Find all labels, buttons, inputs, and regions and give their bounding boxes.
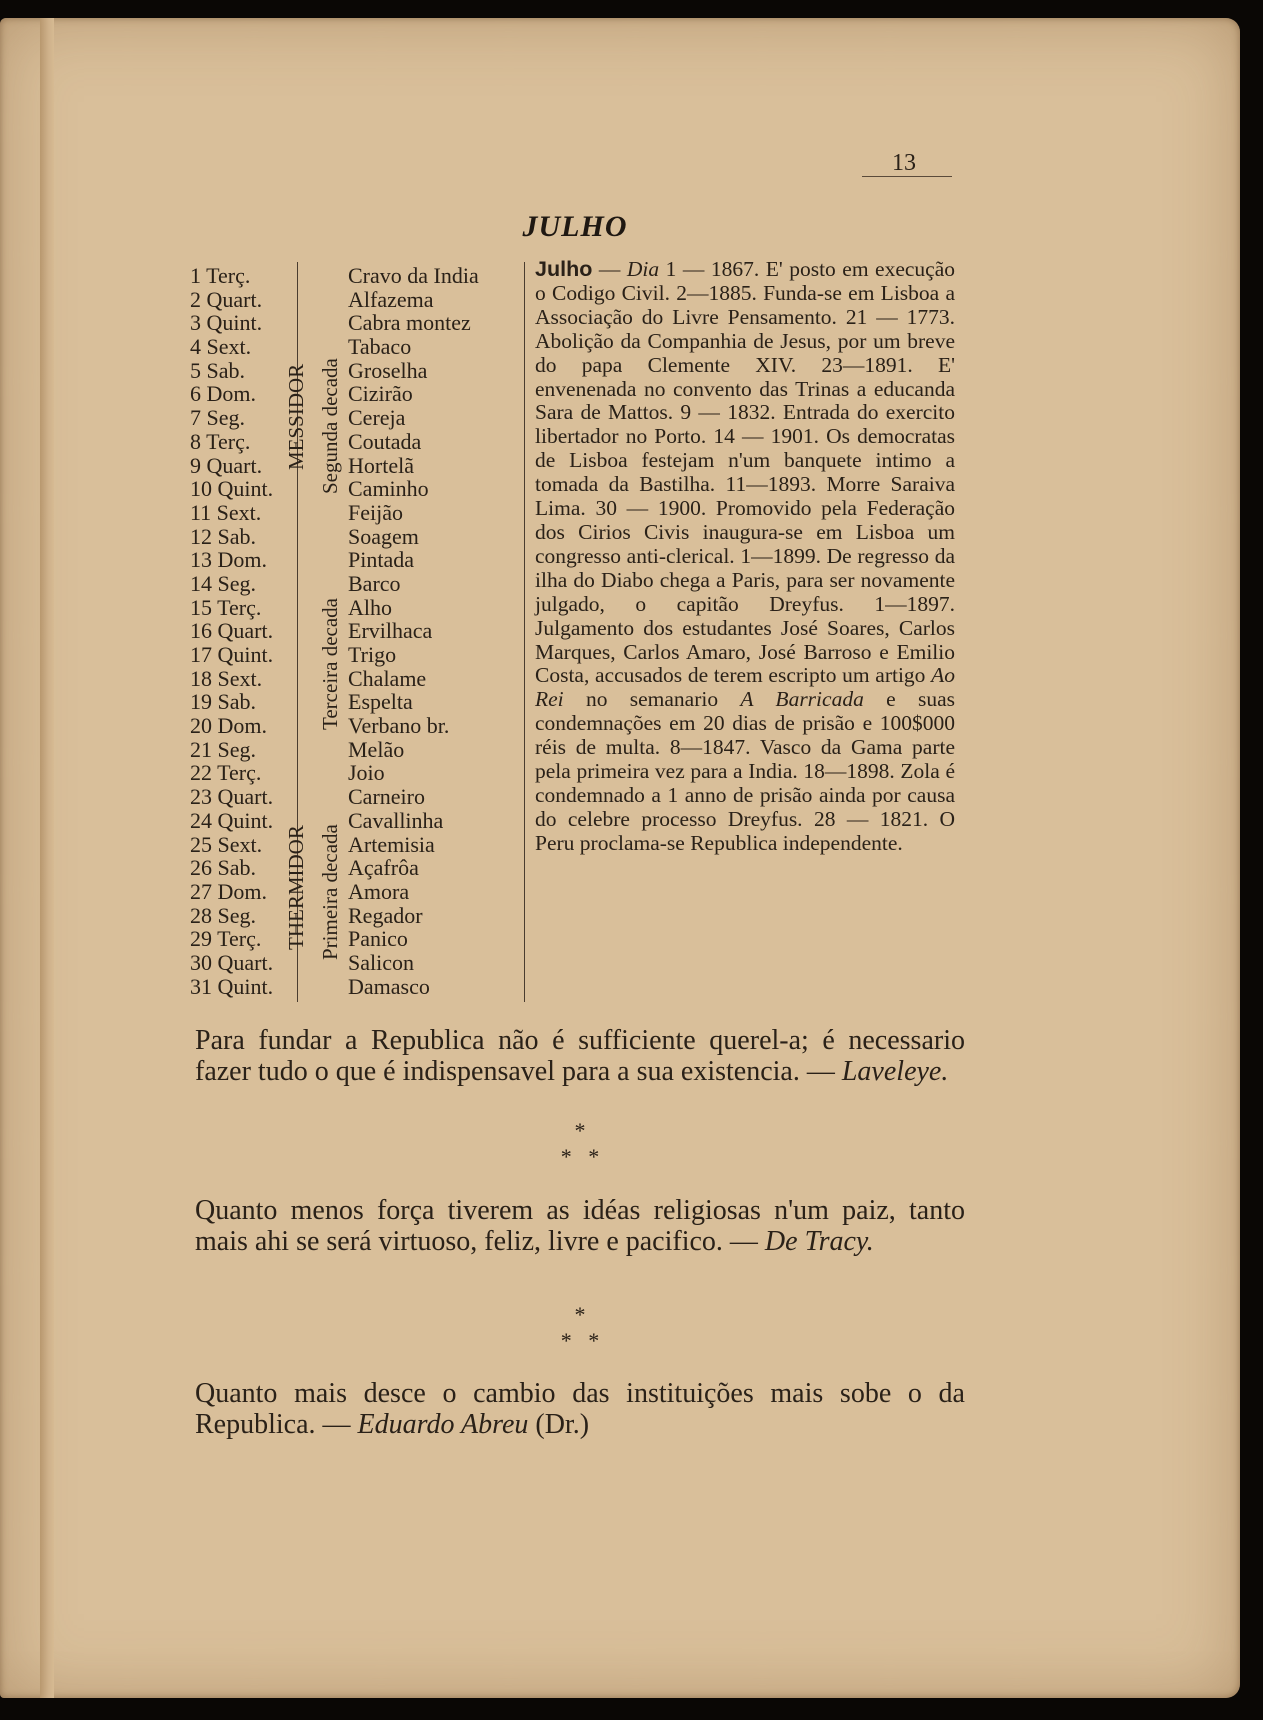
day-name-entry: Cravo da India: [348, 263, 479, 288]
day-name-entry: Alho: [348, 594, 392, 620]
day-name-entry: Verbano br.: [348, 713, 450, 739]
decade-label-terceira: Terceira decada: [318, 598, 342, 730]
day-name-entry: Cabra montez: [348, 310, 471, 336]
day-entry: 9 Quart.: [190, 452, 263, 478]
day-entry: 8 Terç.: [190, 428, 251, 454]
names-column: [348, 264, 479, 998]
day-name-entry: Regador: [348, 902, 423, 928]
quote-2: [195, 1195, 965, 1257]
separator-1: [540, 1118, 620, 1170]
day-entry: 30 Quart.: [190, 949, 274, 975]
events-dia: Dia: [626, 257, 660, 281]
day-name-entry: Soagem: [348, 523, 419, 549]
day-name-entry: Amora: [348, 878, 410, 904]
day-name-entry: Barco: [348, 570, 401, 596]
day-entry: 25 Sext.: [190, 831, 263, 857]
day-entry: 23 Quart.: [190, 784, 274, 810]
day-entry: 22 Terç.: [190, 760, 262, 786]
separator-2-bottom: * *: [560, 1328, 600, 1353]
quote-3: [195, 1378, 965, 1440]
day-entry: 13 Dom.: [190, 547, 267, 573]
day-name-entry: Coutada: [348, 428, 422, 454]
day-name-entry: Melão: [348, 736, 405, 762]
month-label-messidor: MESSIDOR: [284, 363, 308, 470]
day-name-entry: Carneiro: [348, 784, 425, 810]
day-name-entry: Hortelã: [348, 452, 414, 478]
day-name-entry: Ervilhaca: [348, 618, 433, 644]
day-entry: 11 Sext.: [190, 499, 262, 525]
day-entry: 16 Quart.: [190, 618, 274, 644]
day-entry: 3 Quint.: [190, 310, 263, 336]
day-name-entry: Trigo: [348, 642, 397, 667]
day-name-entry: Alfazema: [348, 286, 434, 312]
page-number-rule: [862, 176, 952, 177]
month-label-thermidor: THERMIDOR: [284, 825, 308, 950]
quote-3-author: Eduardo Abreu: [357, 1409, 529, 1440]
day-name-entry: Espelta: [348, 689, 413, 715]
day-name-entry: Tabaco: [348, 334, 412, 360]
day-entry: 20 Dom.: [190, 713, 267, 739]
separator-2: [540, 1302, 620, 1354]
day-name-entry: Pintada: [348, 547, 414, 573]
page-spine: [40, 18, 54, 1698]
quote-2-text: Quanto menos força tiverem as idéas religiosas n'um paiz, tanto mais ahi se será virtuoso, feliz, livre e pacifico. —: [195, 1195, 965, 1257]
events-paragraph: Julho — Dia 1 — 1867. E' posto em execução o Codigo Civil. 2—1885. Funda-se em Lisboa a Associação do Livre Pensamento. 21 — 1773. Abolição da Companhia de Jesus, por um breve do papa Clemente XIV. 23—1891. E' envenenada no convento das Trinas a educanda Sara de Mattos. 9 — 1832. Entrada do exercito libertador no Porto. 14 — 1901. Os democratas de Lisboa festejam n'um banquete intimo a tomada da Bastilha. 11—1893. Morre Saraiva Lima. 30 — 1900. Promovido pela Federação dos Cirios Civis inaugura-se em Lisboa um congresso anti-clerical. 1—1899. De regresso da ilha do Diabo chega a Paris, para ser novamente julgado, o capitão Dreyfus. 1—1897. Julgamento dos estudantes José Soares, Carlos Marques, Carlos Amaro, José Barroso e Emilio Costa, accusados de terem escripto um artigo Ao Rei no semanario A Barricada e suas condemnações em 20 dias de prisão e 100$000 réis de multa. 8—1847. Vasco da Gama parte pela primeira vez para a India. 18—1898. Zola é condemnado a 1 anno de prisão ainda por causa do celebre processo Dreyfus. 28 — 1821. O Peru proclama-se Republica independente.: [535, 257, 956, 855]
day-name-entry: Chalame: [348, 665, 427, 691]
day-name-entry: Cavallinha: [348, 807, 444, 833]
separator-1-top: *: [574, 1118, 586, 1143]
page-number: 13: [892, 150, 916, 176]
day-name-entry: Panico: [348, 926, 408, 952]
separator-1-bottom: * *: [560, 1144, 600, 1169]
day-entry: 18 Sext.: [190, 665, 263, 691]
day-entry: 17 Quint.: [190, 642, 274, 667]
quote-3-suffix: (Dr.): [528, 1409, 590, 1440]
events-text-2: no semanario: [563, 687, 741, 712]
day-name-entry: Cizirão: [348, 381, 413, 407]
day-entry: 10 Quint.: [190, 476, 274, 502]
quote-1-text: Para fundar a Republica não é sufficiente querel-a; é necessario fazer tudo o que é indispensavel para a sua existencia. —: [195, 1025, 965, 1087]
day-name-entry: Damasco: [348, 973, 430, 999]
page-title: JULHO: [522, 210, 628, 243]
events-lead: Julho: [535, 257, 593, 281]
day-entry: 14 Seg.: [190, 570, 256, 596]
day-entry: 4 Sext.: [190, 334, 252, 360]
day-entry: 24 Quint.: [190, 807, 274, 833]
quote-3-text: Quanto mais desce o cambio das instituições mais sobe o da Republica. —: [195, 1378, 965, 1440]
day-entry: 26 Sab.: [190, 855, 256, 881]
day-entry: 28 Seg.: [190, 902, 256, 928]
day-entry: 31 Quint.: [190, 973, 274, 999]
day-entry: 1 Terç.: [190, 263, 251, 288]
quote-1-author: Laveleye.: [841, 1056, 949, 1087]
day-name-entry: Groselha: [348, 357, 428, 383]
decade-label-segunda: Segunda decada: [318, 358, 342, 494]
day-entry: 19 Sab.: [190, 689, 256, 715]
day-entry: 21 Seg.: [190, 736, 256, 762]
day-entry: 12 Sab.: [190, 523, 256, 549]
day-entry: 15 Terç.: [190, 594, 262, 620]
day-name-entry: Cereja: [348, 405, 406, 431]
events-paper-title: A Barricada: [740, 687, 864, 712]
day-name-entry: Salicon: [348, 949, 414, 975]
day-name-entry: Caminho: [348, 476, 429, 502]
separator-2-top: *: [574, 1302, 586, 1327]
events-text-3: e suas condemnações em 20 dias de prisão e 100$000 réis de multa. 8—1847. Vasco da Gama parte pela primeira vez para a India. 18—1898. Zola é condemnado a 1 anno de prisão ainda por causa do celebre processo Dreyfus. 28 — 1821. O Peru proclama-se Republica independente.: [535, 687, 955, 855]
quote-1: [195, 1025, 965, 1087]
day-entry: 29 Terç.: [190, 926, 262, 952]
day-name-entry: Artemisia: [348, 831, 435, 857]
day-entry: 2 Quart.: [190, 286, 263, 312]
day-name-entry: Feijão: [348, 499, 403, 525]
events-text: 1 — 1867. E' posto em execução o Codigo Civil. 2—1885. Funda-se em Lisboa a Associação do Livre Pensamento. 21 — 1773. Abolição da Companhia de Jesus, por um breve do papa Clemente XIV. 23—1891. E' envenenada no convento das Trinas a educanda Sara de Mattos. 9 — 1832. Entrada do exercito libertador no Porto. 14 — 1901. Os democratas de Lisboa festejam n'um banquete intimo a tomada da Bastilha. 11—1893. Morre Saraiva Lima. 30 — 1900. Promovido pela Federação dos Cirios Civis inaugura-se em Lisboa um congresso anti-clerical. 1—1899. De regresso da ilha do Diabo chega a Paris, para ser novamente julgado, o capitão Dreyfus. 1—1897. Julgamento dos estudantes José Soares, Carlos Marques, Carlos Amaro, José Barroso e Emilio Costa, accusados de terem escripto um artigo: [535, 257, 956, 688]
day-name-entry: Açafrôa: [348, 855, 419, 881]
days-column: [190, 264, 273, 998]
day-entry: 5 Sab.: [190, 357, 245, 383]
day-entry: 7 Seg.: [190, 405, 245, 431]
decade-label-primeira: Primeira decada: [318, 824, 342, 960]
day-entry: 6 Dom.: [190, 381, 256, 407]
events-article-title: Ao Rei: [535, 663, 955, 712]
day-entry: 27 Dom.: [190, 878, 267, 904]
day-name-entry: Joio: [348, 760, 385, 786]
column-divider-right: [524, 262, 525, 1002]
quote-2-author: De Tracy.: [764, 1226, 874, 1257]
